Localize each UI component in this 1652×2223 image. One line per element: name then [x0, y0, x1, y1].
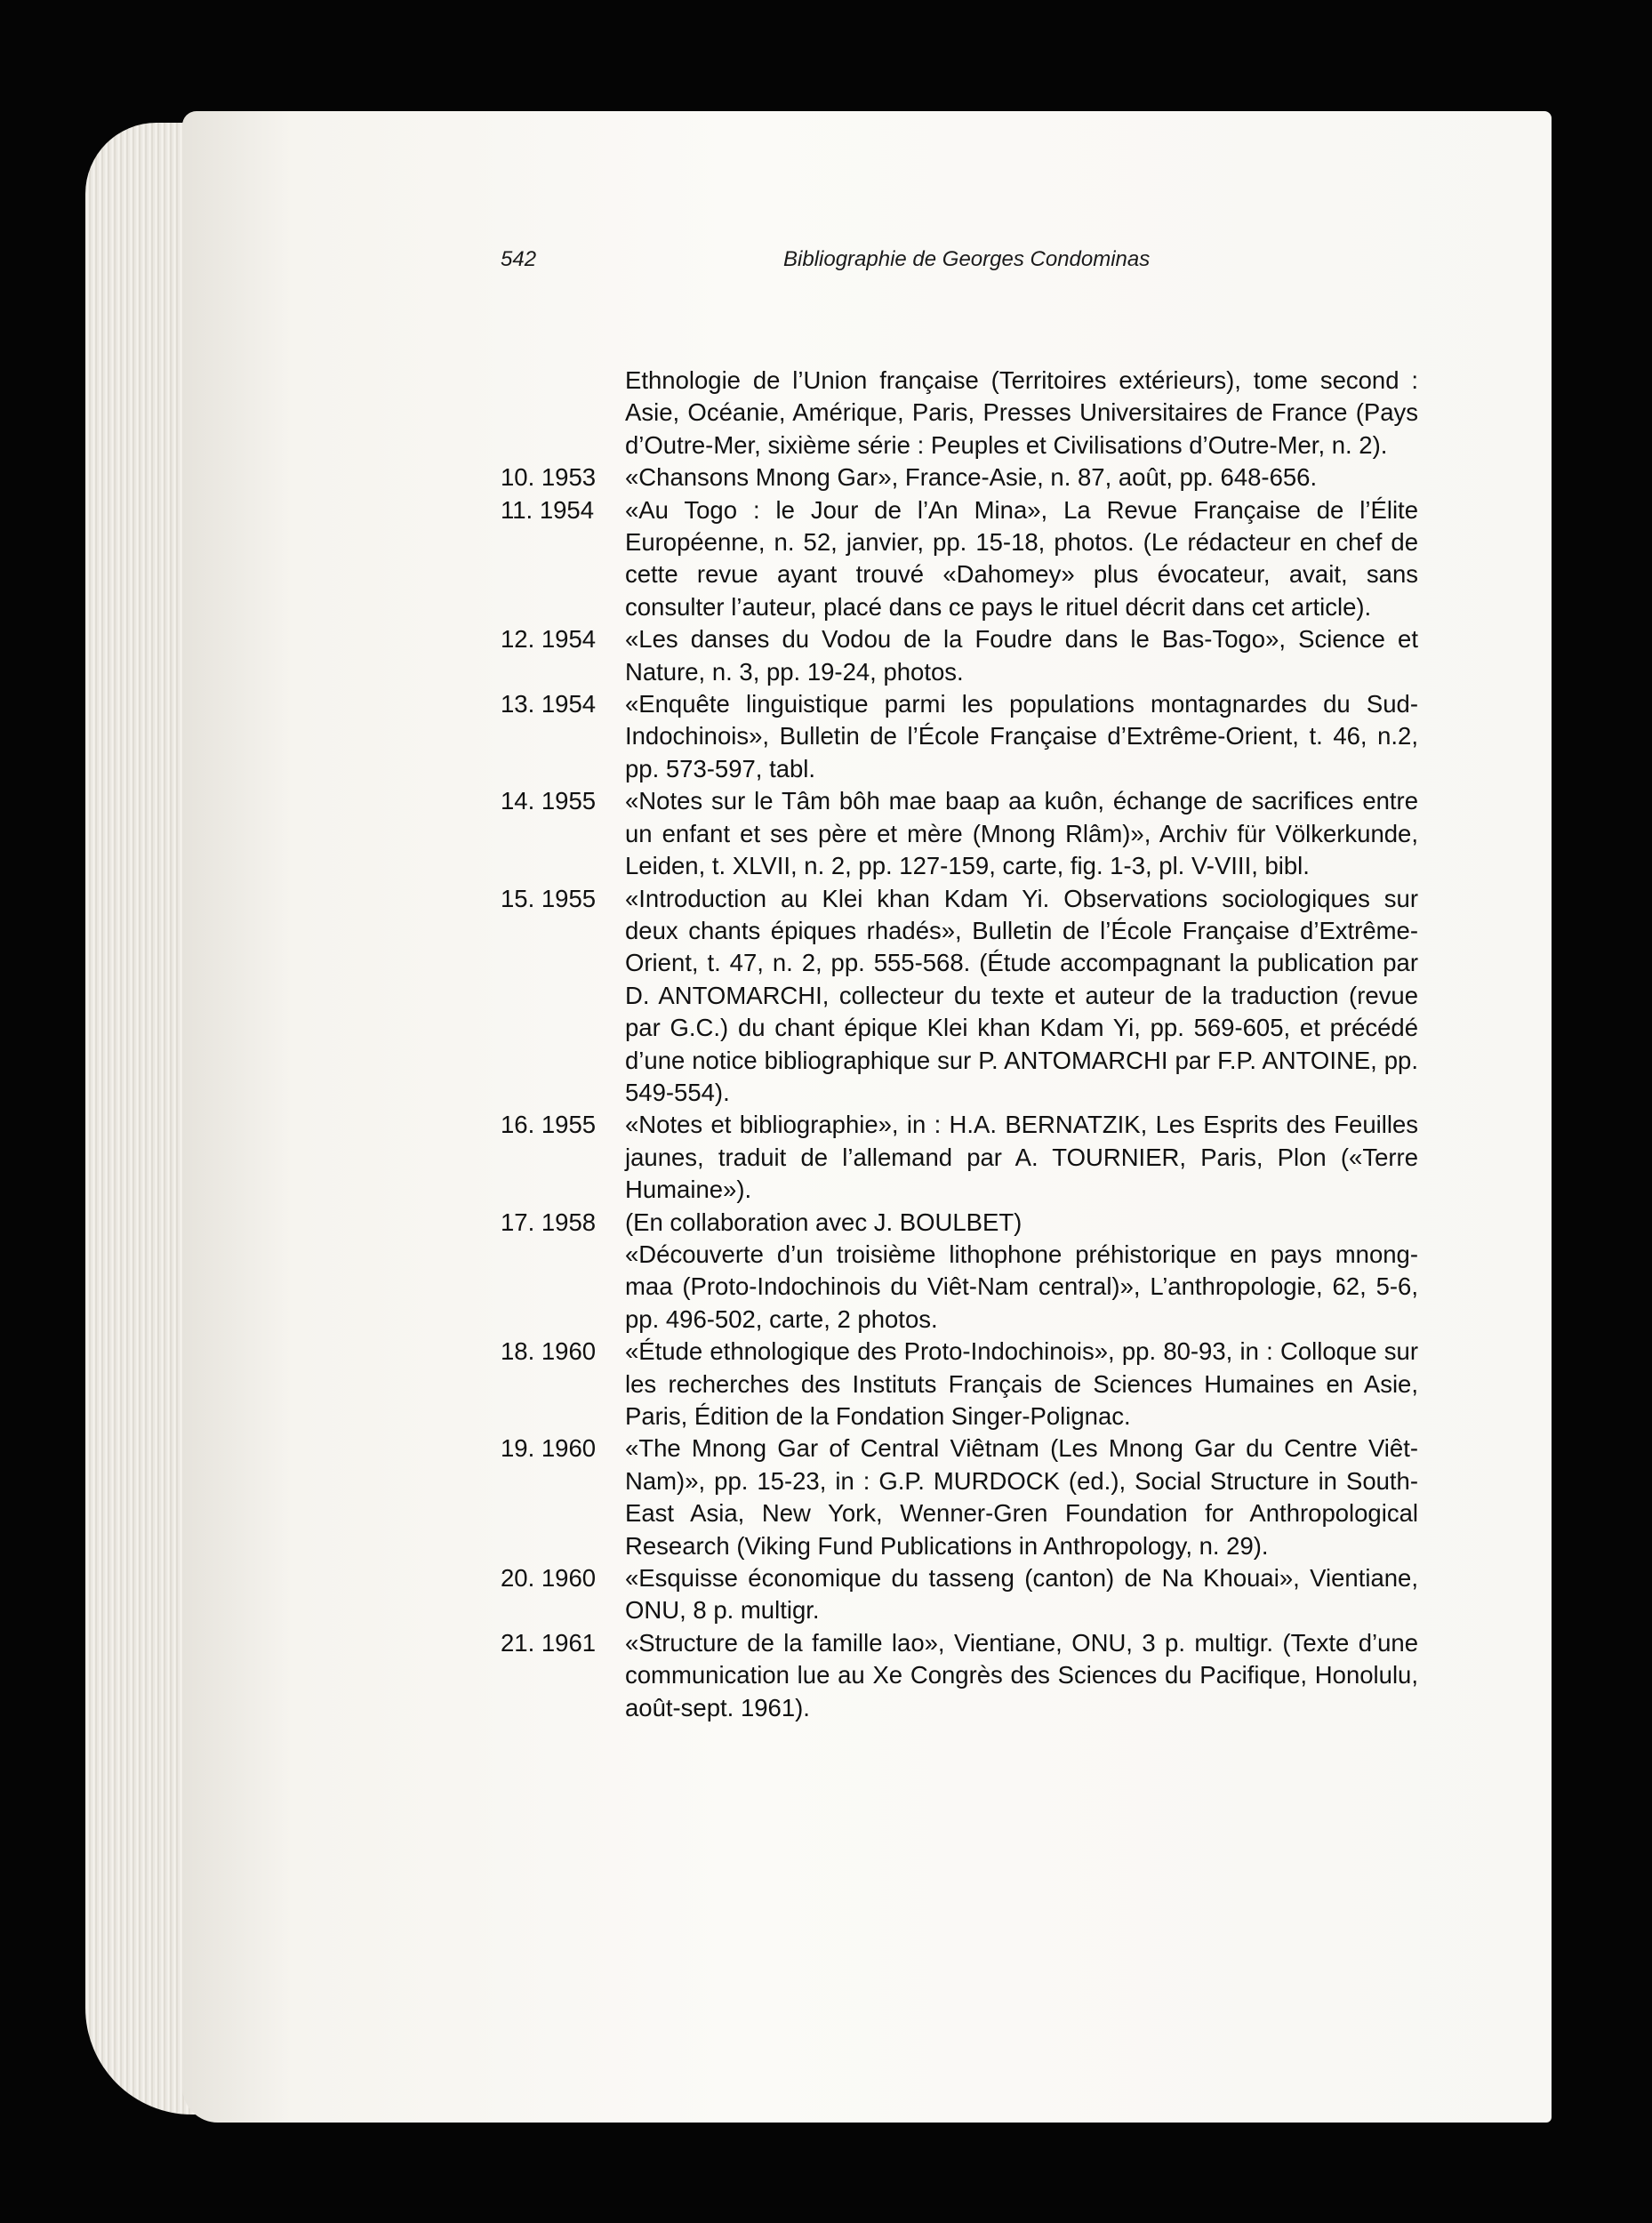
- bibliography-entry: [501, 1239, 1418, 1336]
- bibliography-entry: [501, 461, 1418, 494]
- bibliography-entry: [501, 785, 1418, 882]
- page-header: [501, 247, 1568, 283]
- bibliography-entry: [501, 623, 1418, 688]
- bibliography-entry: [501, 1433, 1418, 1562]
- bibliography-entry: [501, 1562, 1418, 1627]
- entry-number: 13. 1954: [501, 690, 597, 718]
- entry-number: 17. 1958: [501, 1208, 597, 1236]
- entry-text: (En collaboration avec J. BOULBET): [625, 1208, 1022, 1236]
- entry-number: 11. 1954: [501, 495, 595, 524]
- bibliography-entry: [501, 1627, 1418, 1724]
- entry-number: 15. 1955: [501, 884, 597, 912]
- bibliography-entry: [501, 688, 1418, 785]
- bibliography-entry: [501, 1207, 1418, 1239]
- entry-text: «Notes et bibliographie», in : H.A. BERNATZIK, Les Esprits des Feuilles jaunes, traduit de l’allemand par A. TOURNIER, Paris, Plon («Terre Humaine»).: [625, 1111, 1418, 1204]
- entry-number: 16. 1955: [501, 1111, 597, 1139]
- entry-text: «Notes sur le Tâm bôh mae baap aa kuôn, échange de sacrifices entre un enfant et ses père et mère (Mnong Rlâm)», Archiv für Völkerkunde, Leiden, t. XLVII, n. 2, pp. 127-159, carte, fig. 1-3, pl. V-VIII, bibl.: [625, 787, 1418, 880]
- entry-text: «Structure de la famille lao», Vientiane, ONU, 3 p. multigr. (Texte d’une communication lue au Xe Congrès des Sciences du Pacifique, Honolulu, août-sept. 1961).: [625, 1628, 1418, 1721]
- bibliography-entry: [501, 883, 1418, 1110]
- entry-text: «Esquisse économique du tasseng (canton) de Na Khouai», Vientiane, ONU, 8 p. multigr.: [625, 1564, 1418, 1625]
- bibliography-entry: [501, 1336, 1418, 1433]
- entry-text: «Étude ethnologique des Proto-Indochinois», pp. 80-93, in : Colloque sur les recherches des Instituts Français de Sciences Humaines en Asie, Paris, Édition de la Fondation Singer-Polignac.: [625, 1337, 1418, 1430]
- entry-text: «Enquête linguistique parmi les populations montagnardes du Sud-Indochinois», Bulletin de l’École Française d’Extrême-Orient, t. 46, n.2, pp. 573-597, tabl.: [625, 690, 1418, 782]
- entry-number: 12. 1954: [501, 625, 597, 654]
- entry-number: 18. 1960: [501, 1337, 597, 1366]
- running-title: Bibliographie de Georges Condominas: [783, 247, 1151, 271]
- entry-text: «Chansons Mnong Gar», France-Asie, n. 87, août, pp. 648-656.: [625, 463, 1318, 492]
- entry-number: 21. 1961: [501, 1628, 597, 1657]
- bibliography-list: [501, 365, 1418, 1724]
- entry-text: Ethnologie de l’Union française (Territoires extérieurs), tome second : Asie, Océanie, Amérique, Paris, Presses Universitaires de France (Pays d’Outre-Mer, sixième série : Peuples et Civilisations d’Outre-Mer, n. 2).: [625, 366, 1418, 459]
- page-number: 542: [501, 247, 537, 271]
- entry-number: 19. 1960: [501, 1434, 597, 1463]
- entry-text: «Découverte d’un troisième lithophone préhistorique en pays mnong-maa (Proto-Indochinois du Viêt-Nam central)», L’anthropologie, 62, 5-6, pp. 496-502, carte, 2 photos.: [625, 1240, 1418, 1333]
- entry-number: 20. 1960: [501, 1564, 597, 1593]
- entry-text: «The Mnong Gar of Central Viêtnam (Les Mnong Gar du Centre Viêt-Nam)», pp. 15-23, in : G.P. MURDOCK (ed.), Social Structure in South-East Asia, New York, Wenner-Gren Foundation for Anthropological Research (Viking Fund Publications in Anthropology, n. 29).: [625, 1434, 1418, 1560]
- entry-text: «Au Togo : le Jour de l’An Mina», La Revue Française de l’Élite Européenne, n. 52, janvier, pp. 15-18, photos. (Le rédacteur en chef de cette revue ayant trouvé «Dahomey» plus évocateur, avait, sans consulter l’auteur, placé dans ce pays le rituel décrit dans cet article).: [625, 495, 1418, 621]
- entry-text: «Les danses du Vodou de la Foudre dans le Bas-Togo», Science et Nature, n. 3, pp. 19-24, photos.: [625, 625, 1418, 686]
- entry-text: «Introduction au Klei khan Kdam Yi. Observations sociologiques sur deux chants épiques rhadés», Bulletin de l’École Française d’Extrême-Orient, t. 47, n. 2, pp. 555-568. (Étude accompagnant la publication par D. ANTOMARCHI, collecteur du texte et auteur de la traduction (revue par G.C.) du chant épique Klei khan Kdam Yi, pp. 569-605, et précédé d’une notice bibliographique sur P. ANTOMARCHI par F.P. ANTOINE, pp. 549-554).: [625, 884, 1418, 1106]
- bibliography-entry: [501, 494, 1418, 624]
- entry-number: 10. 1953: [501, 463, 597, 492]
- bibliography-entry: [501, 365, 1418, 461]
- bibliography-entry: [501, 1109, 1418, 1206]
- entry-number: 14. 1955: [501, 787, 597, 815]
